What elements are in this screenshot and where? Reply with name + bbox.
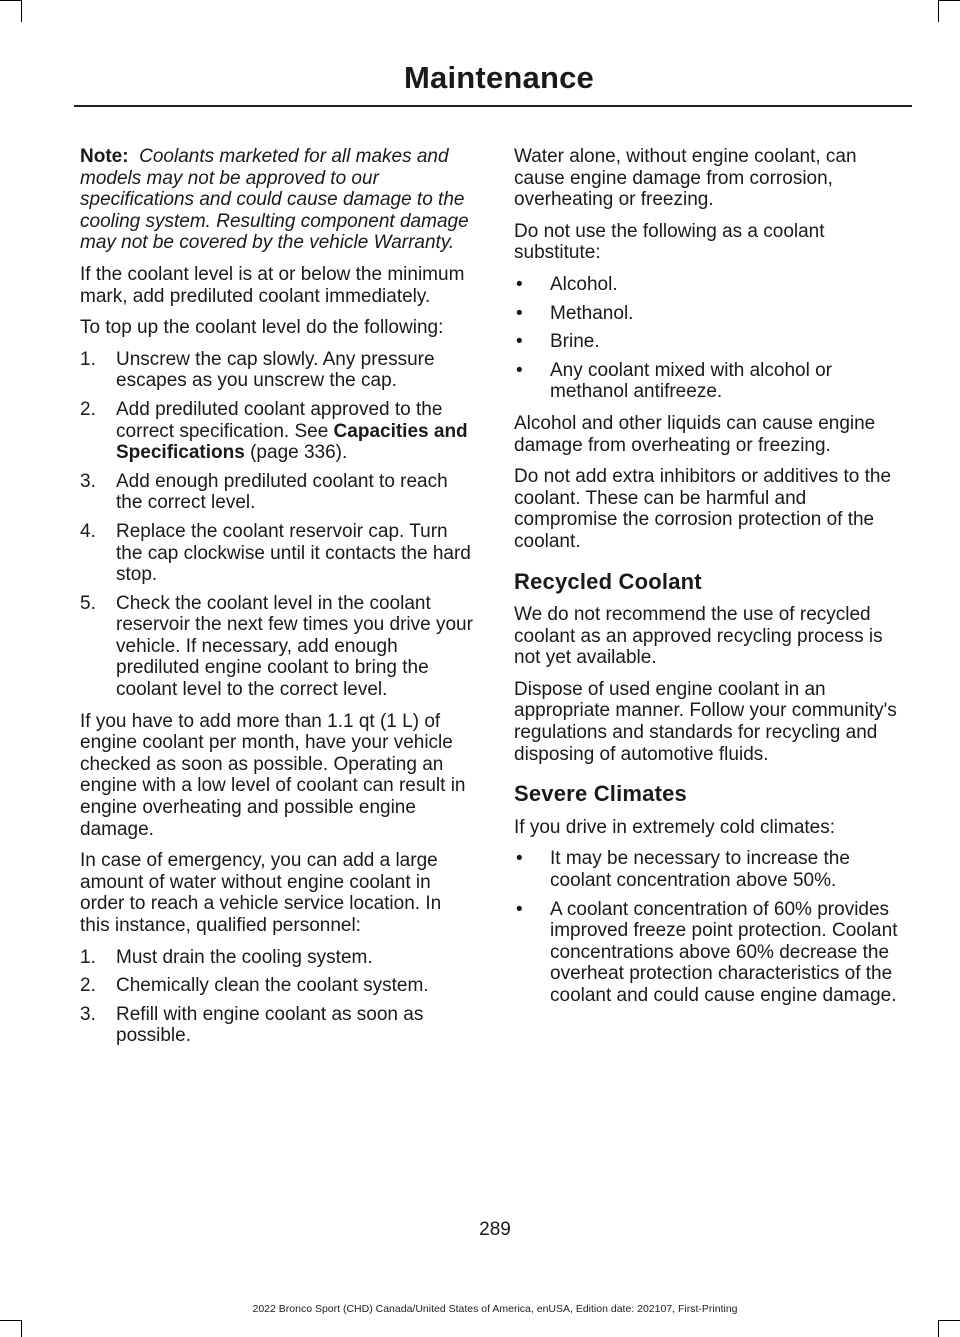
bullet-text: Any coolant mixed with alcohol or methanol antifreeze. [550,359,832,403]
crop-mark [938,1321,939,1337]
step-number: 3. [80,470,96,492]
list-item [514,899,910,1007]
step-number: 1. [80,946,96,968]
list-item [80,521,476,586]
paragraph: Do not use the following as a coolant substitute: [514,220,825,264]
crop-mark [938,0,960,1]
list-item [80,593,476,701]
list-item [80,349,476,392]
step-number: 3. [80,1003,96,1025]
list-item [514,274,910,296]
paragraph: To top up the coolant level do the following: [80,317,444,339]
paragraph: If you drive in extremely cold climates: [514,816,836,838]
page-title: Maintenance [404,60,594,95]
left-column [80,146,476,1057]
bullet-text: Methanol. [550,302,634,324]
bullet-icon: • [516,359,523,381]
list-item [80,947,476,969]
step-text: Add enough prediluted coolant to reach the correct level. [116,470,448,514]
paragraph: If you have to add more than 1.1 qt (1 L) of engine coolant per month, have your vehicle checked as soon as possible. Operating an engine with a low level of coolant can result in engine overheating and possible engine damage. [80,710,466,840]
paragraph: Water alone, without engine coolant, can cause engine damage from corrosion, overheating or freezing. [514,146,857,211]
bullet-text: Alcohol. [550,273,618,295]
step-text: Chemically clean the coolant system. [116,975,429,997]
step-text: Refill with engine coolant as soon as possible. [116,1003,424,1047]
paragraph: In case of emergency, you can add a large amount of water without engine coolant in order to reach a vehicle service location. In this instance, qualified personnel: [80,850,442,936]
paragraph: If the coolant level is at or below the minimum mark, add prediluted coolant immediately. [80,263,465,307]
crop-mark [0,0,22,1]
cross-reference-link[interactable]: Capacities and Specifications [116,420,468,464]
bullet-text: It may be necessary to increase the coolant concentration above 50%. [550,848,850,892]
step-number: 4. [80,520,96,542]
bullet-text: Brine. [550,331,600,353]
paragraph: We do not recommend the use of recycled coolant as an approved recycling process is not yet available. [514,604,883,669]
crop-mark [938,0,939,22]
step-number: 2. [80,975,96,997]
paragraph: Dispose of used engine coolant in an appropriate manner. Follow your community's regulations and standards for recycling and disposing of automotive fluids. [514,678,897,765]
emergency-steps-list [80,947,476,1047]
substitute-bullet-list [514,274,910,403]
bullet-icon: • [516,273,523,295]
step-text: Must drain the cooling system. [116,946,373,968]
bullet-icon: • [516,848,523,870]
cold-climate-bullet-list [514,848,910,1006]
note-paragraph [80,146,476,254]
list-item [80,975,476,997]
list-item [514,331,910,353]
bullet-icon: • [516,302,523,324]
crop-mark [0,1320,22,1321]
list-item [514,848,910,891]
list-item [80,471,476,514]
list-item [80,1004,476,1047]
bullet-text: A coolant concentration of 60% provides improved freeze point protection. Coolant concentrations above 60% decrease the overheat protection characteristics of the coolant and could cause engine damage. [550,898,898,1006]
section-heading-recycled-coolant: Recycled Coolant [514,568,702,594]
paragraph: Alcohol and other liquids can cause engine damage from overheating or freezing. [514,412,876,456]
list-item [514,360,910,403]
section-heading-severe-climates: Severe Climates [514,781,687,807]
step-text: Add prediluted coolant approved to the correct specification. See [116,398,443,442]
paragraph: Do not add extra inhibitors or additives to the coolant. These can be harmful and compromise the corrosion protection of the coolant. [514,466,892,552]
step-text: Check the coolant level in the coolant reservoir the next few times you drive your vehicle. If necessary, add enough prediluted engine coolant to bring the coolant level to the correct level. [116,592,473,701]
note-label: Note: [80,146,129,167]
step-number: 5. [80,592,96,614]
crop-mark [21,1321,22,1337]
header-divider [74,105,912,107]
bullet-icon: • [516,331,523,353]
step-number: 2. [80,398,96,420]
step-number: 1. [80,348,96,370]
step-text: Replace the coolant reservoir cap. Turn the cap clockwise until it contacts the hard stop. [116,520,471,586]
step-text: (page 336). [244,442,348,464]
crop-mark [21,0,22,22]
crop-mark [938,1320,960,1321]
top-up-steps-list [80,349,476,701]
note-text: Coolants marketed for all makes and models may not be approved to our specifications and could cause damage to the cooling system. Resulting component damage may not be covered by the vehicle Warranty. [80,146,469,254]
step-text: Unscrew the cap slowly. Any pressure escapes as you unscrew the cap. [116,348,435,392]
right-column [514,146,910,1017]
bullet-icon: • [516,898,523,920]
list-item [80,399,476,464]
page-number: 289 [479,1219,511,1240]
footer-text: 2022 Bronco Sport (CHD) Canada/United States of America, enUSA, Edition date: 202107, First-Printing [252,1303,738,1315]
list-item [514,303,910,325]
